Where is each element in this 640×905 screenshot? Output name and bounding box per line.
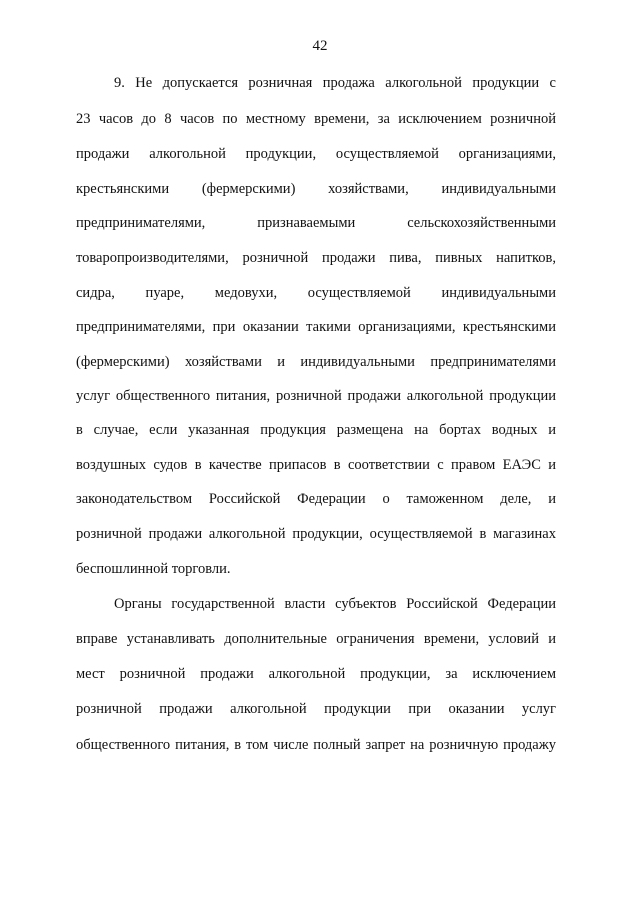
paragraph-1-line-13: законодательством Российской Федерации о таможенном деле, и [76,491,556,507]
paragraph-1-line-11: в случае, если указанная продукция размещена на бортах водных и [76,422,556,438]
paragraph-1-line-9: (фермерскими) хозяйствами и индивидуальными предпринимателями [76,354,556,370]
paragraph-1-line-15: беспошлинной торговли. [76,561,231,577]
paragraph-1-line-1: 9. Не допускается розничная продажа алкогольной продукции с [114,75,556,91]
paragraph-2-line-2: вправе устанавливать дополнительные ограничения времени, условий и [76,631,556,647]
paragraph-2-line-1: Органы государственной власти субъектов Российской Федерации [114,596,556,612]
paragraph-1-line-4: крестьянскими (фермерскими) хозяйствами, индивидуальными [76,181,556,197]
paragraph-1-line-3: продажи алкогольной продукции, осуществляемой организациями, [76,146,556,162]
page-number: 42 [312,38,328,54]
paragraph-1-line-5: предпринимателями, признаваемыми сельскохозяйственными [76,215,556,231]
paragraph-1-line-14: розничной продажи алкогольной продукции, осуществляемой в магазинах [76,526,556,542]
paragraph-1-line-2: 23 часов до 8 часов по местному времени, за исключением розничной [76,111,556,127]
paragraph-1-line-6: товаропроизводителями, розничной продажи пива, пивных напитков, [76,250,556,266]
paragraph-1-line-12: воздушных судов в качестве припасов в соответствии с правом ЕАЭС и [76,457,556,473]
paragraph-1-line-7: сидра, пуаре, медовухи, осуществляемой индивидуальными [76,285,556,301]
paragraph-2-line-4: розничной продажи алкогольной продукции при оказании услуг [76,701,556,717]
paragraph-1-line-8: предпринимателями, при оказании такими организациями, крестьянскими [76,319,556,335]
paragraph-2-line-3: мест розничной продажи алкогольной продукции, за исключением [76,666,556,682]
paragraph-2-line-5: общественного питания, в том числе полный запрет на розничную продажу [76,737,556,753]
paragraph-1-line-10: услуг общественного питания, розничной продажи алкогольной продукции [76,388,556,404]
